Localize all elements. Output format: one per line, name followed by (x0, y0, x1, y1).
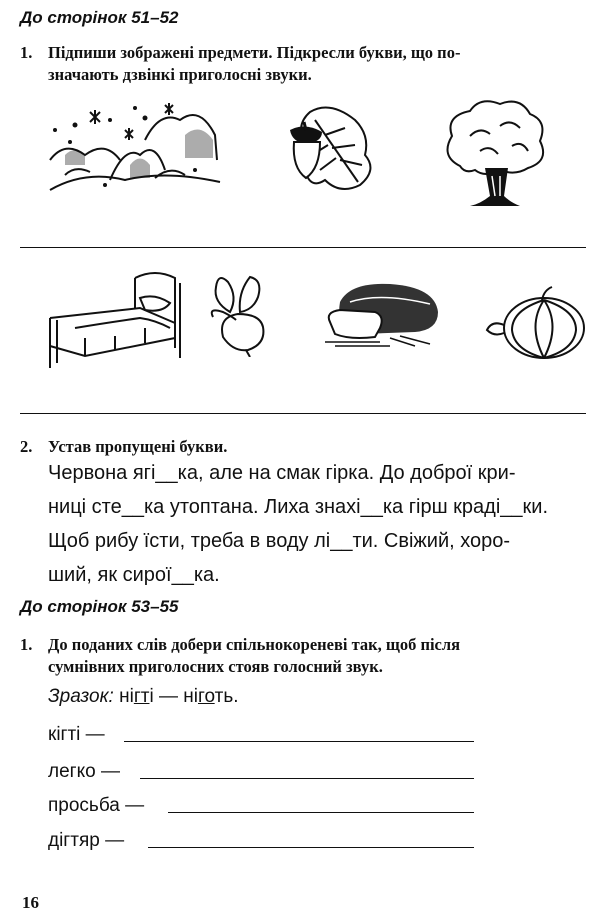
answer-blank[interactable] (124, 741, 474, 742)
answer-line-row2 (20, 413, 586, 414)
tree-icon (440, 96, 550, 211)
task-text-line: сумнівних приголосних стояв голосний звук. (48, 657, 383, 676)
answer-blank[interactable] (140, 778, 474, 779)
task-text: Устав пропущені букви. (48, 437, 228, 456)
example-word-1: нігті (119, 686, 154, 707)
paragraph-line: ниці сте__ка утоптана. Лиха знахі__ка гірш краді__ки. (48, 496, 549, 518)
answer-row (48, 761, 120, 783)
example-label: Зразок: (48, 686, 114, 707)
page-number: 16 (22, 893, 39, 912)
bed-icon (45, 268, 185, 368)
task-text-line: До поданих слів добери спільнокореневі так, щоб після (48, 635, 461, 654)
bread-icon (320, 282, 445, 347)
answer-row (48, 724, 105, 746)
beet-icon (208, 272, 278, 357)
example-line (48, 686, 239, 708)
pumpkin-icon (482, 285, 587, 360)
answer-word: дігтяр — (48, 830, 125, 851)
task-number: 2. (20, 437, 33, 456)
acorn-oak-leaf-icon (270, 100, 380, 195)
answer-blank[interactable] (148, 847, 474, 848)
paragraph-line: ший, як сирої__ка. (48, 564, 220, 586)
winter-snow-icon (45, 100, 225, 195)
task-text-line: Підпиши зображені предмети. Підкресли букви, що по- (48, 43, 461, 62)
example-word-2: ніготь. (183, 686, 239, 707)
answer-row (48, 830, 124, 852)
example-dash: — (158, 686, 178, 707)
task-number: 1. (20, 635, 33, 654)
section-title-1: До сторінок 51–52 (20, 8, 179, 27)
task-number: 1. (20, 43, 33, 62)
paragraph-line: Щоб рибу їсти, треба в воду лі__ти. Свіжий, хоро- (48, 530, 511, 552)
answer-word: просьба — (48, 795, 145, 816)
answer-row (48, 795, 144, 817)
task-text (48, 42, 600, 86)
answer-word: кігті — (48, 724, 105, 745)
section-title-2: До сторінок 53–55 (20, 597, 179, 616)
task-text (48, 634, 600, 678)
answer-line-row1 (20, 247, 586, 248)
answer-blank[interactable] (168, 812, 474, 813)
answer-word: легко — (48, 761, 120, 782)
task-text-line: значають дзвінкі приголосні звуки. (48, 65, 312, 84)
paragraph-line: Червона ягі__ка, але на смак гірка. До доброї кри- (48, 462, 516, 484)
